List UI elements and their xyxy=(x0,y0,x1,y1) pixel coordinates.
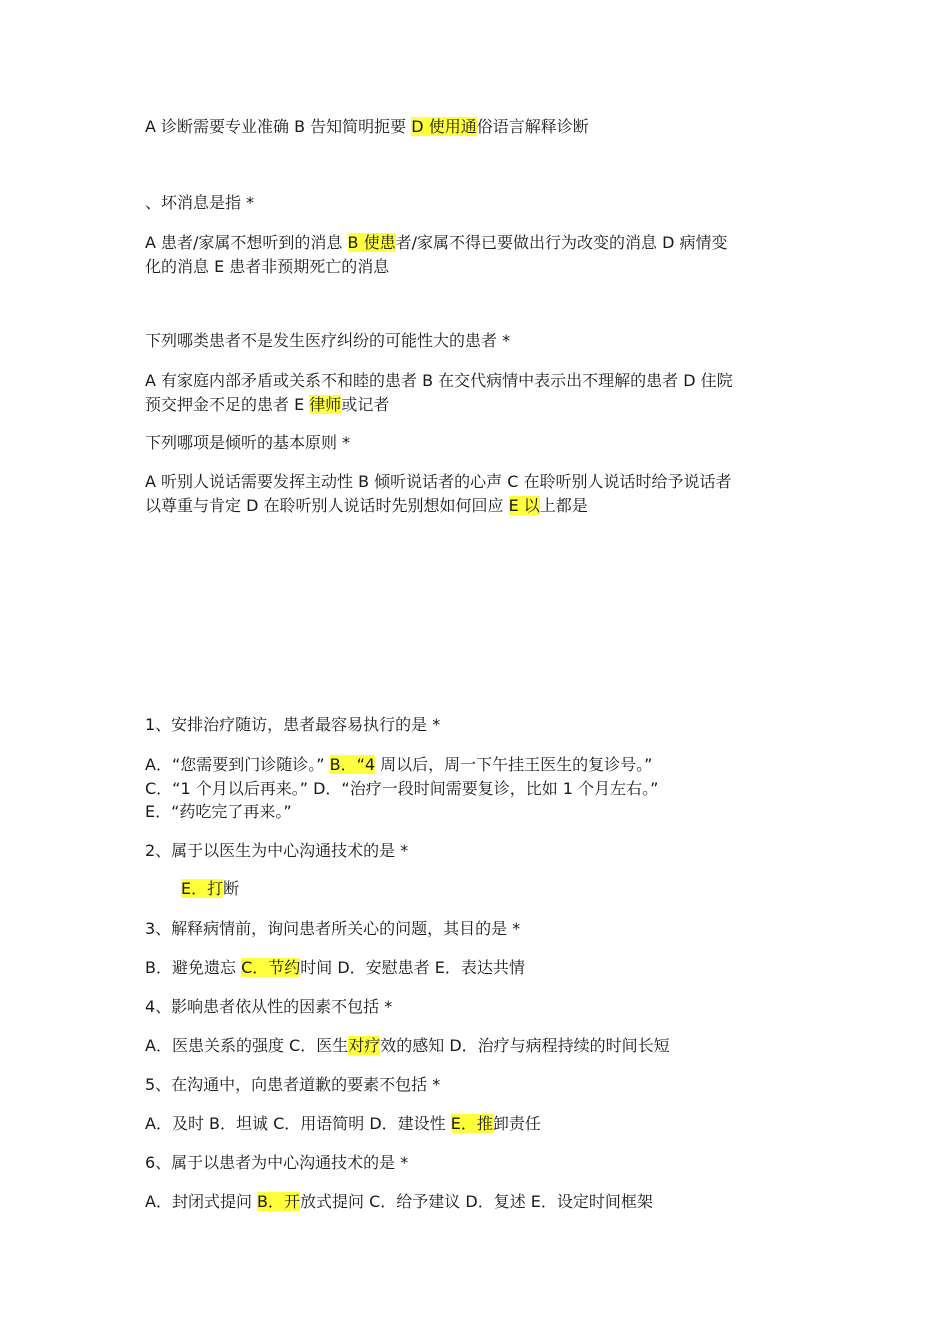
question-line: A．及时 B．坦诚 C．用语简明 D．建设性 E．推卸责任 xyxy=(145,1114,541,1133)
highlighted-answer: E 以 xyxy=(508,496,540,515)
question-line: A．医患关系的强度 C．医生对疗效的感知 D．治疗与病程持续的时间长短 xyxy=(145,1036,670,1055)
question-line: 6、属于以患者为中心沟通技术的是 * xyxy=(145,1153,409,1172)
highlighted-answer: C．节约 xyxy=(241,958,301,977)
question-line: 2、属于以医生为中心沟通技术的是 * xyxy=(145,841,409,860)
question-line: 以尊重与肯定 D 在聆听别人说话时先别想如何回应 E 以上都是 xyxy=(145,496,588,515)
highlighted-answer: E．推 xyxy=(450,1114,493,1133)
highlighted-answer: 律师 xyxy=(309,395,342,414)
question-line: 3、解释病情前，询问患者所关心的问题，其目的是 * xyxy=(145,919,521,938)
question-line: A 有家庭内部矛盾或关系不和睦的患者 B 在交代病情中表示出不理解的患者 D 住院 xyxy=(145,371,733,390)
highlighted-answer: 对疗 xyxy=(348,1036,381,1055)
question-line: A 听别人说话需要发挥主动性 B 倾听说话者的心声 C 在聆听别人说话时给予说话者 xyxy=(145,472,732,491)
question-line: B．避免遗忘 C．节约时间 D．安慰患者 E．表达共情 xyxy=(145,958,525,977)
question-line: 1、安排治疗随访，患者最容易执行的是 * xyxy=(145,715,441,734)
question-line: A 诊断需要专业准确 B 告知简明扼要 D 使用通俗语言解释诊断 xyxy=(145,117,589,136)
highlighted-answer: B．“4 xyxy=(329,755,376,774)
question-line: 下列哪类患者不是发生医疗纠纷的可能性大的患者 * xyxy=(145,331,511,350)
question-line: 、坏消息是指 * xyxy=(145,193,255,212)
highlighted-answer: D 使用通 xyxy=(411,117,477,136)
highlighted-answer: B．开 xyxy=(257,1192,301,1211)
highlighted-answer: E．打 xyxy=(181,879,224,898)
question-line: E．打断 xyxy=(181,879,240,898)
question-line: E．“药吃完了再来。” xyxy=(145,802,292,821)
question-line: 下列哪项是倾听的基本原则 * xyxy=(145,433,351,452)
question-line: 4、影响患者依从性的因素不包括 * xyxy=(145,997,393,1016)
question-line: A．封闭式提问 B．开放式提问 C．给予建议 D．复述 E．设定时间框架 xyxy=(145,1192,653,1211)
question-line: 预交押金不足的患者 E 律师或记者 xyxy=(145,395,390,414)
question-line: A．“您需要到门诊随诊。” B．“4 周以后，周一下午挂王医生的复诊号。” xyxy=(145,755,653,774)
question-line: 5、在沟通中，向患者道歉的要素不包括 * xyxy=(145,1075,441,1094)
highlighted-answer: B 使患 xyxy=(347,233,396,252)
question-line: C．“1 个月以后再来。” D．“治疗一段时间需要复诊，比如 1 个月左右。” xyxy=(145,779,659,798)
question-line: 化的消息 E 患者非预期死亡的消息 xyxy=(145,257,390,276)
question-line: A 患者/家属不想听到的消息 B 使患者/家属不得已要做出行为改变的消息 D 病情变 xyxy=(145,233,728,252)
